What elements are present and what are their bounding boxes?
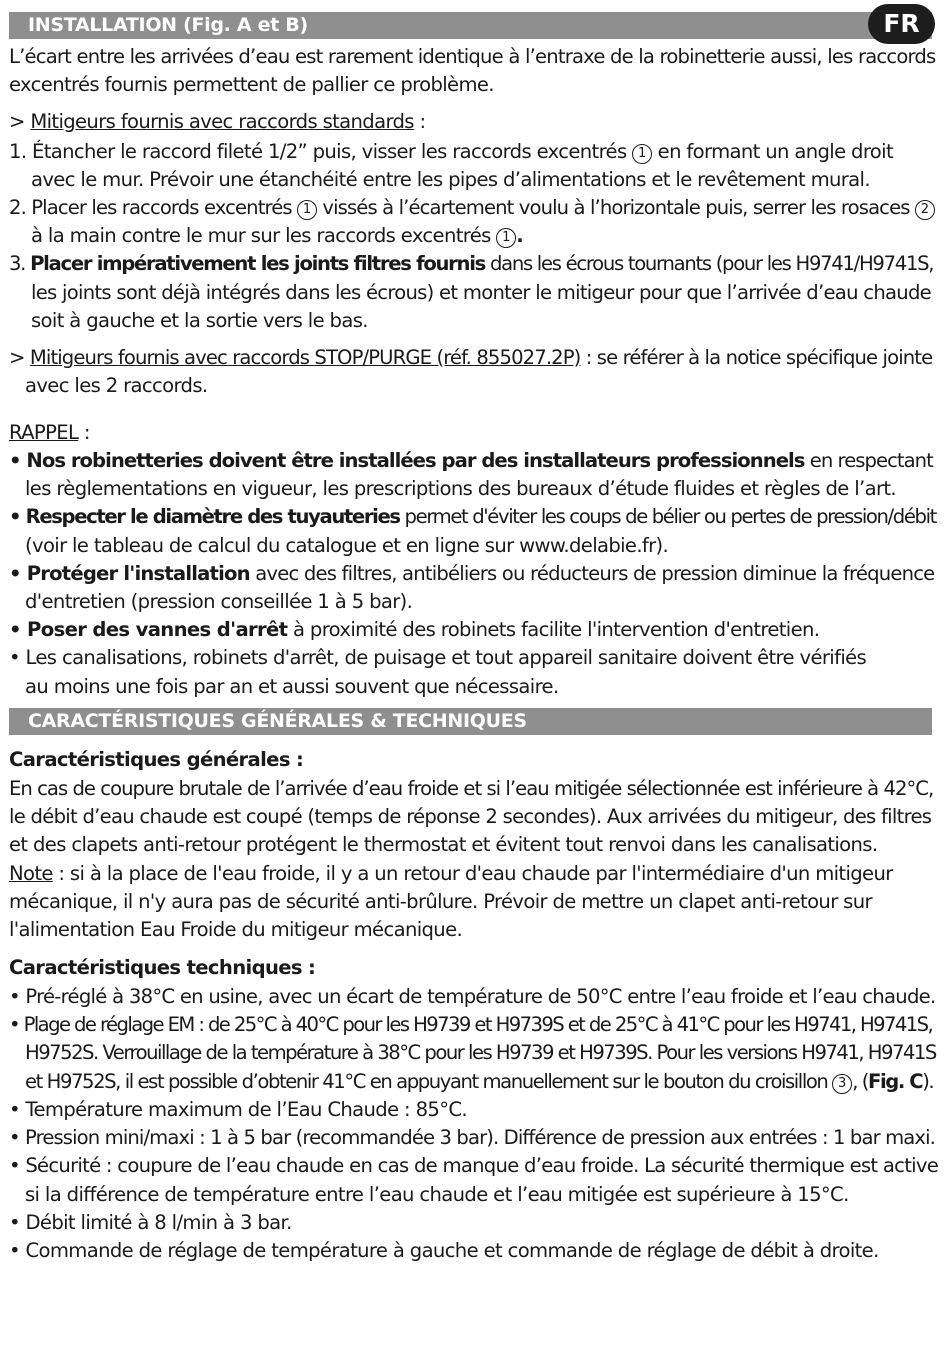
step-3-bold: Placer impérativement les joints filtres fournis — [30, 252, 486, 275]
rappel-bullet-5-cont: au moins une fois par an et aussi souvent que nécessaire. — [25, 675, 559, 698]
bullet-3-text: avec des filtres, antibéliers ou réducteurs de pression diminue la fréquence — [249, 562, 935, 585]
stop-purge-cont: avec les 2 raccords. — [25, 374, 208, 397]
rappel-bullet-3-cont: d'entretien (pression conseillée 1 à 5 bar). — [25, 590, 413, 613]
arrow-prefix: > — [9, 346, 30, 369]
bullet-4-bold: • Poser des vannes d'arrêt — [9, 618, 288, 641]
bullet-4-text: à proximité des robinets facilite l'intervention d'entretien. — [287, 618, 820, 641]
circled-number-2: 2 — [915, 200, 935, 220]
tech-bullet-3: • Température maximum de l’Eau Chaude : 85°C. — [9, 1098, 467, 1121]
step-3-number: 3. — [9, 252, 31, 275]
step-3 — [9, 252, 933, 276]
step-3-text-b: dans les écrous tournants (pour les H9741/H9741S, — [485, 252, 934, 275]
stop-purge-text: : se référer à la notice spécifique jointe — [580, 346, 933, 369]
intro-line-2: excentrés fournis permettent de pallier ce problème. — [9, 73, 494, 96]
step-3-cont-1: les joints sont déjà intégrés dans les écrous) et monter le mitigeur pour que l’arrivée d’eau chaude — [31, 281, 931, 304]
bullet-2-bold: • Respecter le diamètre des tuyauteries — [9, 505, 400, 528]
tech-bullet-2-cont-2 — [25, 1070, 933, 1094]
bullet-2-text: permet d'éviter les coups de bélier ou pertes de pression/débit — [399, 505, 936, 528]
circled-number-3: 3 — [832, 1074, 852, 1094]
intro-line-1: L’écart entre les arrivées d’eau est rarement identique à l’entraxe de la robinetterie aussi, les raccords — [9, 45, 936, 68]
circled-number-1: 1 — [632, 144, 652, 164]
tech-bullet-7: • Commande de réglage de température à gauche et commande de réglage de débit à droite. — [9, 1239, 879, 1262]
rappel-bullet-2 — [9, 505, 936, 529]
bullet-3-bold: • Protéger l'installation — [9, 562, 250, 585]
tech-bullet-6: • Débit limité à 8 l/min à 3 bar. — [9, 1211, 292, 1234]
rappel-label: RAPPEL — [9, 421, 79, 444]
note-label: Note — [9, 862, 53, 885]
step-1-text-b: en formant un angle droit — [652, 140, 893, 163]
section-header-characteristics: CARACTÉRISTIQUES GÉNÉRALES & TECHNIQUES — [9, 708, 932, 735]
step-2-text-b: vissés à l’écartement voulu à l’horizontale puis, serrer les rosaces — [317, 196, 915, 219]
colon: : — [413, 110, 426, 133]
step-2 — [9, 196, 935, 220]
step-1 — [9, 140, 893, 164]
step-2-period: . — [516, 224, 524, 247]
step-1-text-a: 1. Étancher le raccord fileté 1/2” puis, visser les raccords excentrés — [9, 140, 633, 163]
step-3-cont-2: soit à gauche et la sortie vers le bas. — [31, 309, 368, 332]
rappel-bullet-3 — [9, 562, 934, 586]
bullet-1-text: en respectant — [804, 449, 933, 472]
general-line-2: le débit d’eau chaude est coupé (temps de réponse 2 secondes). Aux arrivées du mitigeur, des filtres — [9, 805, 932, 828]
standard-fittings-heading — [9, 110, 425, 134]
rappel-heading — [9, 421, 90, 445]
general-line-1: En cas de coupure brutale de l’arrivée d’eau froide et si l’eau mitigée sélectionnée est inférieure à 42°C, — [9, 777, 934, 800]
general-line-3: et des clapets anti-retour protégent le thermostat et évitent tout renvoi dans les canalisations. — [9, 833, 878, 856]
note-text: : si à la place de l'eau froide, il y a un retour d'eau chaude par l'intermédiaire d'un mitigeur — [52, 862, 893, 885]
section-header-installation: INSTALLATION (Fig. A et B) — [9, 12, 932, 39]
step-2-cont — [31, 224, 523, 248]
tech-bullet-2: • Plage de réglage EM : de 25°C à 40°C pour les H9739 et H9739S et de 25°C à 41°C pour les H9741, H9741S, — [9, 1013, 933, 1036]
step-2-text-a: 2. Placer les raccords excentrés — [9, 196, 298, 219]
language-badge: FR — [868, 4, 935, 44]
tech-bullet-5-cont: si la différence de température entre l’eau chaude et l’eau mitigée est supérieure à 15°C. — [25, 1183, 849, 1206]
arrow-prefix: > — [9, 110, 31, 133]
rappel-bullet-1-cont: les règlementations en vigueur, les prescriptions des bureaux d’étude fluides et règles de l’art. — [25, 477, 897, 500]
note-line-3: l'alimentation Eau Froide du mitigeur mécanique. — [9, 918, 463, 941]
bullet-1-bold: • Nos robinetteries doivent être installées par des installateurs professionnels — [9, 449, 805, 472]
standard-fittings-label: Mitigeurs fournis avec raccords standards — [30, 110, 414, 133]
note-line-2: mécanique, il n'y aura pas de sécurité anti-brûlure. Prévoir de mettre un clapet anti-retour sur — [9, 890, 872, 913]
tech-bullet-2-cont-1: H9752S. Verrouillage de la température à 38°C pour les H9739 et H9739S. Pour les versions H9741, H9741S — [25, 1041, 936, 1064]
tech-bullet-2-text: et H9752S, il est possible d’obtenir 41°C en appuyant manuellement sur le bouton du croisillon — [25, 1070, 833, 1093]
tech-heading: Caractéristiques techniques : — [9, 956, 316, 979]
tech-bullet-5: • Sécurité : coupure de l’eau chaude en cas de manque d’eau froide. La sécurité thermique est active — [9, 1154, 939, 1177]
stop-purge-label: Mitigeurs fournis avec raccords STOP/PURGE (réf. 855027.2P) — [29, 346, 581, 369]
tech-bullet-4: • Pression mini/maxi : 1 à 5 bar (recommandée 3 bar). Différence de pression aux entrées : 1 bar maxi. — [9, 1126, 935, 1149]
step-1-cont: avec le mur. Prévoir une étanchéité entre les pipes d’alimentations et le revêtement mural. — [31, 168, 870, 191]
fig-c-ref: Fig. C — [868, 1070, 923, 1093]
step-2-text-c: à la main contre le mur sur les raccords excentrés — [31, 224, 497, 247]
stop-purge-heading — [9, 346, 932, 370]
circled-number-1: 1 — [297, 200, 317, 220]
rappel-bullet-2-cont: (voir le tableau de calcul du catalogue et en ligne sur www.delabie.fr). — [25, 534, 669, 557]
rappel-bullet-5: • Les canalisations, robinets d'arrêt, de puisage et tout appareil sanitaire doivent être vérifiés — [9, 646, 867, 669]
rappel-bullet-1 — [9, 449, 933, 473]
general-heading: Caractéristiques générales : — [9, 748, 304, 771]
tech-bullet-2-sep: , ( — [852, 1070, 868, 1093]
colon: : — [78, 421, 90, 444]
tech-bullet-2-end: ). — [922, 1070, 934, 1093]
note-line-1 — [9, 862, 893, 886]
tech-bullet-1: • Pré-réglé à 38°C en usine, avec un écart de température de 50°C entre l’eau froide et l’eau chaude. — [9, 985, 936, 1008]
circled-number-1: 1 — [496, 228, 516, 248]
rappel-bullet-4 — [9, 618, 819, 642]
